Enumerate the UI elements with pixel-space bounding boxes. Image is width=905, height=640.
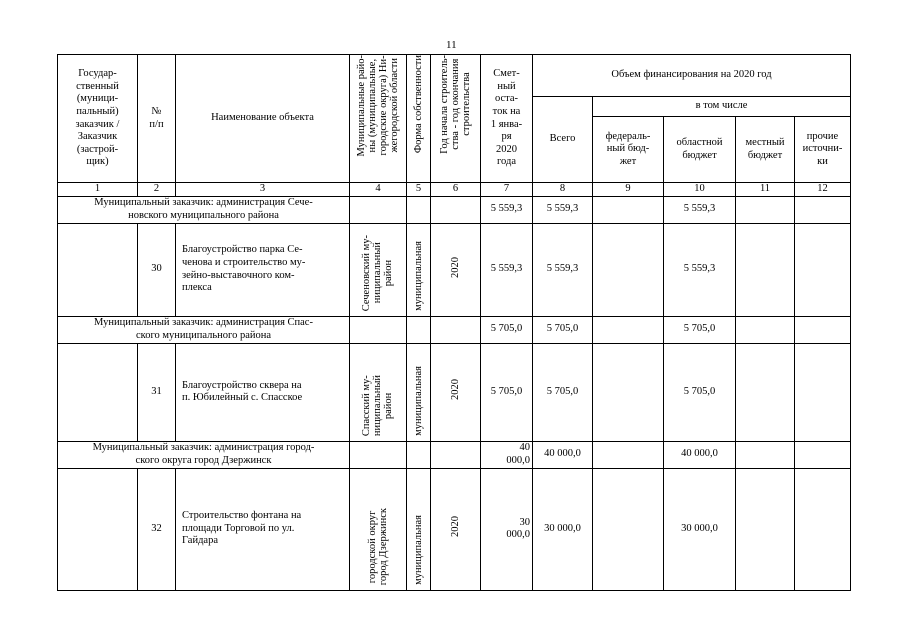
object-federal [593,343,664,441]
header-districts-text: Муниципальные райо- ны (муниципальные, городские округа) Ни- жегородской области [355,55,401,157]
object-district [350,343,407,441]
object-name: Строительство фонтана на площади Торговой по ул. Гайдара [176,468,350,590]
object-ownership-text: муниципальная [412,241,424,311]
header-row-1 [58,55,851,97]
col-num-6: 6 [431,183,481,197]
group-local [736,441,795,468]
object-other [795,468,851,590]
col-num-2: 2 [138,183,176,197]
object-balance: 5 705,0 [481,343,533,441]
page-number: 11 [446,39,457,51]
object-ownership [407,468,431,590]
object-ownership [407,223,431,316]
group-row [58,441,851,468]
group-balance: 5 559,3 [481,196,533,223]
object-year [431,343,481,441]
group-title: Муниципальный заказчик: администрация Сече- новского муниципального района [58,196,350,223]
object-local [736,468,795,590]
group-year [431,441,481,468]
group-year [431,196,481,223]
object-balance: 5 559,3 [481,223,533,316]
group-regional: 5 559,3 [664,196,736,223]
column-numbers-row [58,183,851,197]
group-title: Муниципальный заказчик: администрация город- ского округа город Дзержинск [58,441,350,468]
group-row [58,196,851,223]
col-num-4: 4 [350,183,407,197]
object-number: 30 [138,223,176,316]
col-num-10: 10 [664,183,736,197]
object-name: Благоустройство сквера на п. Юбилейный с. Спасское [176,343,350,441]
col-num-3: 3 [176,183,350,197]
group-ownership [407,316,431,343]
object-customer [58,223,138,316]
header-federal: федераль- ный бюд- жет [593,117,664,183]
header-regional: областной бюджет [664,117,736,183]
group-total: 40 000,0 [533,441,593,468]
header-other: прочие источни- ки [795,117,851,183]
object-other [795,223,851,316]
object-other [795,343,851,441]
object-year [431,223,481,316]
object-year-text: 2020 [449,516,461,538]
header-districts [350,55,407,183]
col-num-1: 1 [58,183,138,197]
object-district [350,468,407,590]
col-num-11: 11 [736,183,795,197]
object-regional: 5 559,3 [664,223,736,316]
header-number: № п/п [138,55,176,183]
object-ownership-text: муниципальная [412,366,424,436]
group-other [795,316,851,343]
col-num-9: 9 [593,183,664,197]
group-ownership [407,196,431,223]
object-district-text: городской округ город Дзержинск [366,507,389,585]
group-title: Муниципальный заказчик: администрация Спас- ского муниципального района [58,316,350,343]
header-years [431,55,481,183]
object-federal [593,468,664,590]
object-total: 30 000,0 [533,468,593,590]
header-object-name: Наименование объекта [176,55,350,183]
group-district [350,441,407,468]
object-row [58,223,851,316]
group-other [795,196,851,223]
object-year [431,468,481,590]
object-row [58,468,851,590]
object-district-text: Сеченовский му- ниципальный район [361,234,395,311]
object-federal [593,223,664,316]
object-regional: 5 705,0 [664,343,736,441]
object-customer [58,343,138,441]
object-total: 5 705,0 [533,343,593,441]
object-year-text: 2020 [449,256,461,278]
group-balance: 40 000,0 [481,441,533,468]
group-federal [593,441,664,468]
group-federal [593,196,664,223]
group-balance: 5 705,0 [481,316,533,343]
col-num-8: 8 [533,183,593,197]
object-name: Благоустройство парка Се- ченова и строительство му- зейно-выставочного ком- плекса [176,223,350,316]
object-number: 32 [138,468,176,590]
object-ownership [407,343,431,441]
header-customer: Государ- ственный (муници- пальный) заказчик / Заказчик (застрой- щик) [58,55,138,183]
group-local [736,316,795,343]
group-other [795,441,851,468]
col-num-7: 7 [481,183,533,197]
object-balance: 30 000,0 [481,468,533,590]
group-district [350,196,407,223]
object-district [350,223,407,316]
group-district [350,316,407,343]
header-ownership [407,55,431,183]
financing-table [57,54,851,591]
header-ownership-text: Форма собственности [412,55,424,154]
group-ownership [407,441,431,468]
group-local [736,196,795,223]
group-row [58,316,851,343]
object-local [736,343,795,441]
object-ownership-text: муниципальная [412,515,424,585]
group-federal [593,316,664,343]
object-total: 5 559,3 [533,223,593,316]
group-year [431,316,481,343]
object-customer [58,468,138,590]
group-total: 5 705,0 [533,316,593,343]
header-financing-title: Объем финансирования на 2020 год [533,55,851,97]
header-estimated-balance: Смет- ный оста- ток на 1 янва- ря 2020 года [481,55,533,183]
object-row [58,343,851,441]
col-num-5: 5 [407,183,431,197]
header-local: местный бюджет [736,117,795,183]
object-number: 31 [138,343,176,441]
header-total: Всего [533,97,593,183]
group-total: 5 559,3 [533,196,593,223]
header-years-text: Год начала строитель- ства - год окончания строительства [438,55,472,154]
object-year-text: 2020 [449,379,461,401]
object-regional: 30 000,0 [664,468,736,590]
object-district-text: Спасский му- ниципальный район [361,374,395,436]
group-regional: 40 000,0 [664,441,736,468]
group-regional: 5 705,0 [664,316,736,343]
header-including: в том числе [593,97,851,117]
object-local [736,223,795,316]
col-num-12: 12 [795,183,851,197]
